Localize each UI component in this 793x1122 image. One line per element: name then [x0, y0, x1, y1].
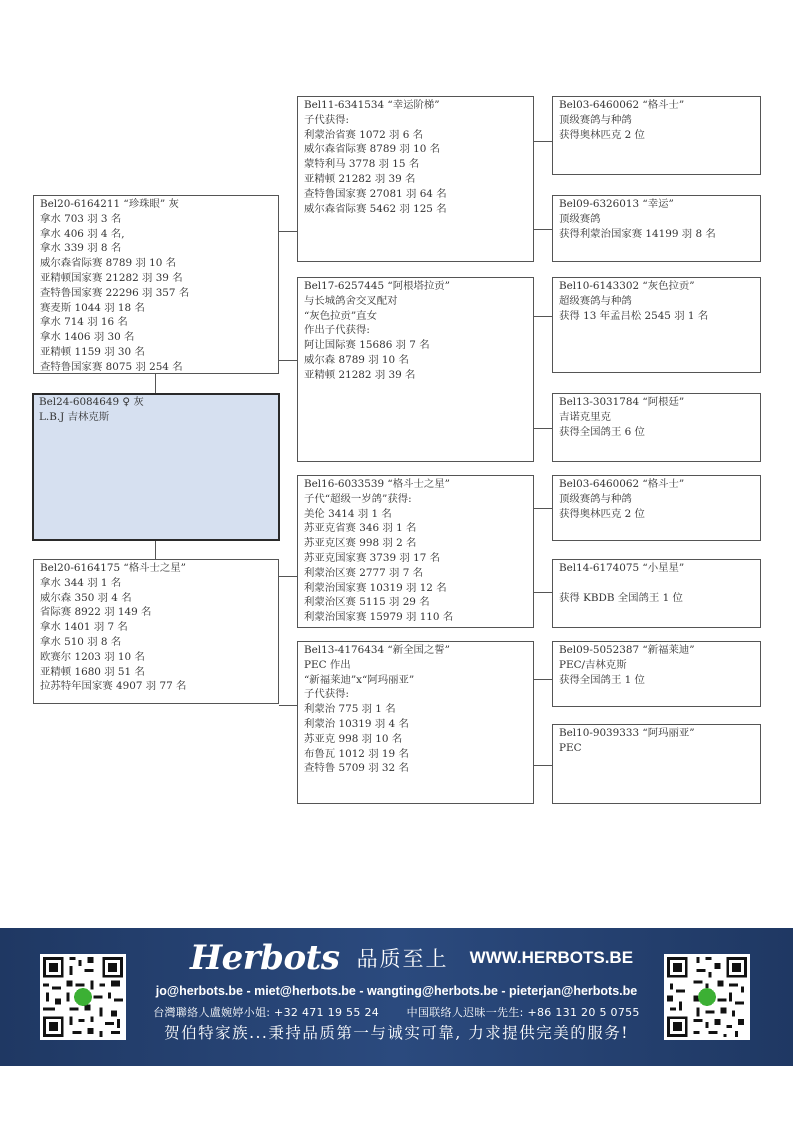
website-link[interactable]: WWW.HERBOTS.BE [469, 948, 634, 967]
pigeon-ring-and-name: Bel20-6164211 “珍珠眼” 灰 [40, 198, 179, 210]
pigeon-ring-and-name: Bel17-6257445 “阿根塔拉贡” [304, 280, 450, 292]
pedigree-box-sire-sire [297, 96, 534, 262]
connector-sire-subject [155, 374, 156, 393]
pedigree-box-gg3 [552, 277, 761, 373]
pedigree-box-gg2 [552, 195, 761, 262]
pigeon-ring-and-name: Bel09-5052387 “新福莱迪” [559, 644, 695, 656]
pedigree-text-line: 拿水 1401 羽 7 名 [40, 621, 128, 634]
pedigree-text-line: 查特鲁国家赛 27081 羽 64 名 [304, 187, 447, 200]
pedigree-box-gg5 [552, 475, 761, 541]
pedigree-box-gg8 [552, 724, 761, 804]
pedigree-text-line: 欧赛尔 1203 羽 10 名 [40, 650, 145, 663]
connector-dam-sire [279, 576, 297, 577]
pedigree-text-line: L.B.J 吉林克斯 [39, 410, 110, 423]
pedigree-text-line: PEC 作出 [304, 658, 351, 671]
pedigree-text-line: 获得 KBDB 全国鸽王 1 位 [559, 591, 683, 604]
pedigree-text-line: 获得奥林匹克 2 位 [559, 128, 645, 141]
pedigree-box-gg1 [552, 96, 761, 175]
pigeon-ring-and-name: Bel03-6460062 “格斗士” [559, 478, 685, 490]
pedigree-text-line: 阿让国际赛 15686 羽 7 名 [304, 339, 430, 352]
pigeon-ring-and-name: Bel13-4176434 “新全国之誓” [304, 644, 450, 656]
pedigree-text-line [559, 576, 754, 591]
pedigree-text-line: 苏亚克国家赛 3739 羽 17 名 [304, 551, 441, 564]
pedigree-text-line: 亚精顿 1680 羽 51 名 [40, 665, 145, 678]
herbots-logo: Herbots [190, 938, 340, 978]
pedigree-text-line: 蒙特利马 3778 羽 15 名 [304, 158, 420, 171]
connector-gg4 [534, 428, 552, 429]
pedigree-text-line: 获得奥林匹克 2 位 [559, 507, 645, 520]
pedigree-box-gg4 [552, 393, 761, 462]
contact-china: 中国联络人迟昧一先生: +86 131 20 5 0755 [406, 1006, 640, 1019]
pedigree-text-line: 子代“超级一岁鸽”获得: [304, 492, 412, 505]
brand-line [190, 938, 634, 978]
contact-taiwan: 台灣聯絡人盧婉婷小姐: +32 471 19 55 24 [153, 1006, 380, 1019]
connector-gg3 [534, 316, 552, 317]
connector-gg5 [534, 508, 552, 509]
pedigree-text-line: 布鲁瓦 1012 羽 19 名 [304, 747, 409, 760]
pedigree-text-line: 获得 13 年孟吕松 2545 羽 1 名 [559, 309, 709, 322]
pedigree-text-line: “灰色拉贡”直女 [304, 309, 377, 322]
pedigree-text-line: 获得全国鸽王 6 位 [559, 425, 645, 438]
connector-dam-dam [279, 705, 297, 706]
family-motto: 贺伯特家族...秉持品质第一与诚实可靠, 力求提供完美的服务! [164, 1024, 629, 1042]
pigeon-ring-and-name: Bel10-9039333 “阿玛丽亚” [559, 727, 695, 739]
pedigree-box-dam [33, 559, 279, 704]
pedigree-text-line: 顶级赛鸽 [559, 212, 601, 225]
pedigree-text-line: 利蒙治国家赛 15979 羽 110 名 [304, 611, 454, 624]
pedigree-text-line: 亚精顿 21282 羽 39 名 [304, 172, 416, 185]
pedigree-box-dam-dam [297, 641, 534, 804]
pedigree-text-line: 拿水 510 羽 8 名 [40, 635, 122, 648]
pigeon-ring-and-name: Bel14-6174075 “小星星” [559, 562, 685, 574]
pigeon-ring-and-name: Bel13-3031784 “阿根廷” [559, 396, 685, 408]
phone-contacts [0, 1004, 793, 1020]
pedigree-text-line: 拿水 1406 羽 30 名 [40, 331, 135, 344]
pedigree-text-line: 亚精顿国家赛 21282 羽 39 名 [40, 271, 183, 284]
pedigree-box-gg6 [552, 559, 761, 628]
connector-gg8 [534, 765, 552, 766]
connector-gg7 [534, 679, 552, 680]
pedigree-text-line: 作出子代获得: [304, 324, 370, 337]
pigeon-ring-and-name: Bel11-6341534 “幸运阶梯” [304, 99, 440, 111]
pedigree-text-line: 顶级赛鸽与种鸽 [559, 492, 632, 505]
pedigree-box-gg7 [552, 641, 761, 707]
pigeon-ring-and-name: Bel16-6033539 “格斗士之星” [304, 478, 450, 490]
pedigree-text-line: 子代获得: [304, 113, 350, 126]
pedigree-text-line: 省际赛 8922 羽 149 名 [40, 606, 152, 619]
pedigree-text-line: 利蒙治国家赛 10319 羽 12 名 [304, 581, 447, 594]
email-contacts[interactable]: jo@herbots.be - miet@herbots.be - wangting@herbots.be - pieterjan@herbots.be [155, 984, 638, 998]
pigeon-ring-and-name: Bel03-6460062 “格斗士” [559, 99, 685, 111]
connector-sire-sire [279, 231, 297, 232]
pedigree-text-line: 威尔森省际赛 8789 羽 10 名 [304, 143, 441, 156]
pedigree-text-line: PEC/吉林克斯 [559, 658, 627, 671]
pedigree-text-line: 威尔森 350 羽 4 名 [40, 591, 132, 604]
pedigree-box-subject [32, 393, 280, 541]
pedigree-text-line: 利蒙治区赛 2777 羽 7 名 [304, 566, 423, 579]
pedigree-text-line: 拿水 406 羽 4 名, [40, 227, 125, 240]
pedigree-text-line: 查特鲁国家赛 22296 羽 357 名 [40, 286, 190, 299]
connector-gg2 [534, 229, 552, 230]
pedigree-box-sire [33, 195, 279, 374]
connector-gg1 [534, 141, 552, 142]
pedigree-text-line: 利蒙治 10319 羽 4 名 [304, 717, 409, 730]
pedigree-text-line: 拿水 714 羽 16 名 [40, 316, 128, 329]
pedigree-text-line: 与长城鸽舍交叉配对 [304, 294, 398, 307]
pedigree-text-line: 苏亚克 998 羽 10 名 [304, 732, 403, 745]
pedigree-text-line: 威尔森 8789 羽 10 名 [304, 353, 409, 366]
pedigree-text-line: 吉诺克里克 [559, 410, 611, 423]
pedigree-text-line: 查特鲁国家赛 8075 羽 254 名 [40, 360, 183, 373]
pedigree-text-line: “新福莱迪”x“阿玛丽亚” [304, 673, 415, 686]
pedigree-text-line: PEC [559, 741, 582, 754]
pedigree-text-line: 顶级赛鸽与种鸽 [559, 113, 632, 126]
pedigree-text-line: 拉苏特年国家赛 4907 羽 77 名 [40, 680, 187, 693]
pedigree-text-line: 亚精顿 1159 羽 30 名 [40, 345, 145, 358]
pedigree-text-line: 亚精顿 21282 羽 39 名 [304, 368, 416, 381]
pedigree-text-line: 子代获得: [304, 688, 350, 701]
pedigree-text-line: 拿水 344 羽 1 名 [40, 576, 122, 589]
pedigree-box-dam-sire [297, 475, 534, 628]
pedigree-text-line: 拿水 703 羽 3 名 [40, 212, 122, 225]
pigeon-ring-and-name: Bel10-6143302 “灰色拉贡” [559, 280, 695, 292]
pedigree-text-line: 苏亚克省赛 346 羽 1 名 [304, 522, 417, 535]
pedigree-text-line: 赛麦斯 1044 羽 18 名 [40, 301, 145, 314]
pedigree-box-sire-dam [297, 277, 534, 462]
pedigree-text-line: 威尔森省际赛 5462 羽 125 名 [304, 202, 447, 215]
brand-slogan: 品质至上 [356, 947, 449, 971]
pedigree-text-line: 利蒙治 775 羽 1 名 [304, 703, 396, 716]
pedigree-text-line: 获得全国鸽王 1 位 [559, 673, 645, 686]
pedigree-text-line: 苏亚克区赛 998 羽 2 名 [304, 537, 417, 550]
pedigree-text-line: 查特鲁 5709 羽 32 名 [304, 762, 409, 775]
pedigree-text-line: 获得利蒙治国家赛 14199 羽 8 名 [559, 227, 716, 240]
pedigree-text-line: 美伦 3414 羽 1 名 [304, 507, 392, 520]
connector-subject-dam [155, 541, 156, 559]
pedigree-text-line: 拿水 339 羽 8 名 [40, 242, 122, 255]
pedigree-text-line: 超级赛鸽与种鸽 [559, 294, 632, 307]
pedigree-text-line: 利蒙治区赛 5115 羽 29 名 [304, 596, 430, 609]
connector-sire-dam [279, 360, 297, 361]
pedigree-text-line: 威尔森省际赛 8789 羽 10 名 [40, 257, 177, 270]
connector-gg6 [534, 592, 552, 593]
pigeon-ring-and-name: Bel09-6326013 “幸运” [559, 198, 674, 210]
footer-banner [0, 928, 793, 1066]
pigeon-ring-and-name: Bel20-6164175 “格斗士之星” [40, 562, 186, 574]
pigeon-ring-and-name: Bel24-6084649 ♀ 灰 [39, 396, 144, 408]
pedigree-text-line: 利蒙治省赛 1072 羽 6 名 [304, 128, 423, 141]
